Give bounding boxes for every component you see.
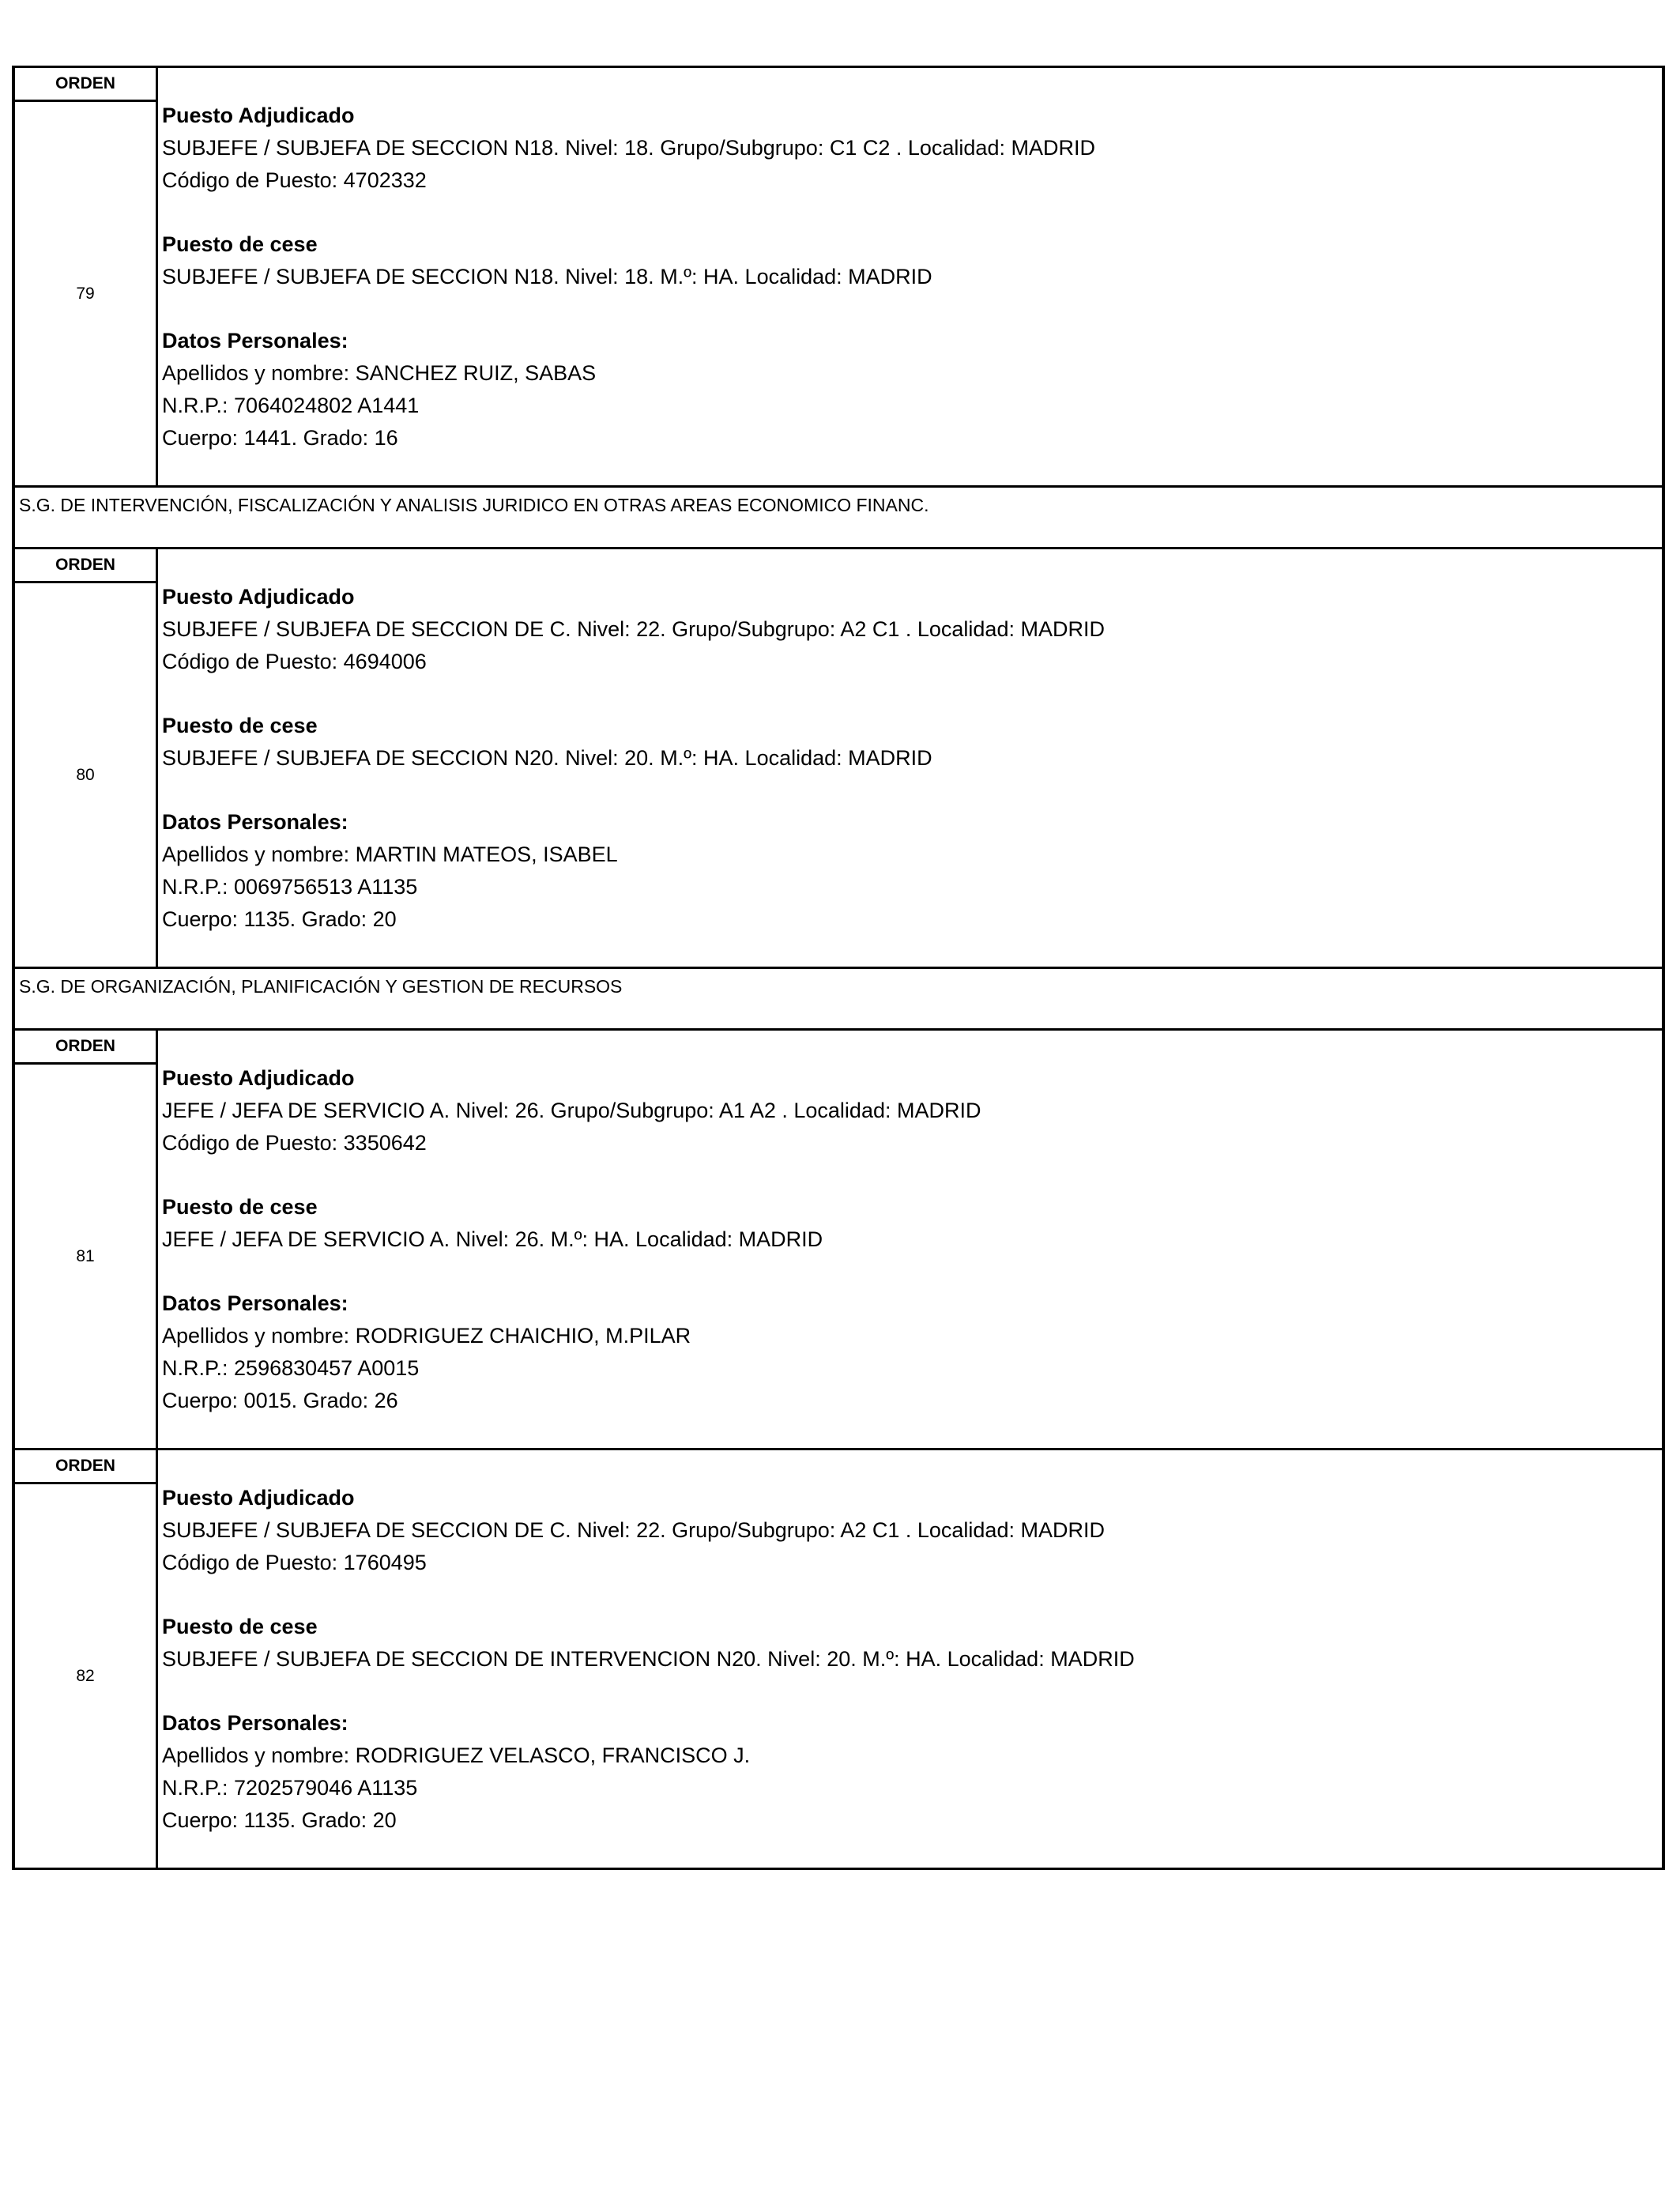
orden-number: 80 [76,765,95,784]
apellidos-nombre: Apellidos y nombre: SANCHEZ RUIZ, SABAS [162,361,597,385]
puesto-cese-label: Puesto de cese [162,714,318,737]
cuerpo-grado: Cuerpo: 1441. Grado: 16 [162,426,398,450]
puesto-adjudicado: SUBJEFE / SUBJEFA DE SECCION DE C. Nivel: 22. Grupo/Subgrupo: A2 C1 . Localidad: MADRID [162,617,1105,641]
datos-personales-label: Datos Personales: [162,810,348,834]
codigo-puesto: Código de Puesto: 4702332 [162,168,427,192]
orden-number: 79 [76,284,95,303]
codigo-puesto: Código de Puesto: 1760495 [162,1551,427,1574]
cuerpo-grado: Cuerpo: 1135. Grado: 20 [162,1808,397,1832]
codigo-puesto: Código de Puesto: 3350642 [162,1131,427,1155]
puesto-adjudicado-label: Puesto Adjudicado [162,104,355,127]
orden-column [15,68,158,485]
orden-header: ORDEN [15,549,156,583]
puesto-adjudicado: JEFE / JEFA DE SERVICIO A. Nivel: 26. Grupo/Subgrupo: A1 A2 . Localidad: MADRID [162,1099,981,1122]
puesto-cese-label: Puesto de cese [162,1615,318,1638]
orden-header: ORDEN [15,1031,156,1065]
orden-header: ORDEN [15,1450,156,1484]
nrp: N.R.P.: 7202579046 A1135 [162,1776,418,1800]
puesto-adjudicado: SUBJEFE / SUBJEFA DE SECCION N18. Nivel: 18. Grupo/Subgrupo: C1 C2 . Localidad: MADRID [162,136,1095,160]
apellidos-nombre: Apellidos y nombre: MARTIN MATEOS, ISABEL [162,843,618,866]
cuerpo-grado: Cuerpo: 1135. Grado: 20 [162,907,397,931]
orden-column [15,1450,158,1868]
record-details [158,1031,1662,1448]
nrp: N.R.P.: 0069756513 A1135 [162,875,418,899]
puesto-adjudicado-label: Puesto Adjudicado [162,1486,355,1510]
datos-personales-label: Datos Personales: [162,1291,348,1315]
orden-number: 82 [76,1666,95,1685]
nrp: N.R.P.: 2596830457 A0015 [162,1356,420,1380]
puesto-adjudicado-label: Puesto Adjudicado [162,1066,355,1090]
datos-personales-label: Datos Personales: [162,1711,348,1735]
record-81 [15,1031,1662,1450]
datos-personales-label: Datos Personales: [162,329,348,352]
nrp: N.R.P.: 7064024802 A1441 [162,394,420,417]
cuerpo-grado: Cuerpo: 0015. Grado: 26 [162,1389,398,1412]
record-82 [15,1450,1662,1870]
record-details [158,68,1662,485]
orden-header: ORDEN [15,68,156,102]
record-79 [15,68,1662,488]
document-table [12,66,1665,1870]
puesto-cese: SUBJEFE / SUBJEFA DE SECCION N20. Nivel: 20. M.º: HA. Localidad: MADRID [162,746,932,770]
puesto-adjudicado: SUBJEFE / SUBJEFA DE SECCION DE C. Nivel: 22. Grupo/Subgrupo: A2 C1 . Localidad: MADRID [162,1518,1105,1542]
puesto-adjudicado-label: Puesto Adjudicado [162,585,355,609]
puesto-cese: SUBJEFE / SUBJEFA DE SECCION DE INTERVENCION N20. Nivel: 20. M.º: HA. Localidad: MADRID [162,1647,1135,1671]
orden-column [15,549,158,967]
orden-number: 81 [76,1246,95,1265]
section-heading: S.G. DE INTERVENCIÓN, FISCALIZACIÓN Y ANALISIS JURIDICO EN OTRAS AREAS ECONOMICO FINANC. [15,488,1662,549]
puesto-cese: JEFE / JEFA DE SERVICIO A. Nivel: 26. M.º: HA. Localidad: MADRID [162,1227,823,1251]
puesto-cese: SUBJEFE / SUBJEFA DE SECCION N18. Nivel: 18. M.º: HA. Localidad: MADRID [162,265,932,288]
puesto-cese-label: Puesto de cese [162,1195,318,1219]
apellidos-nombre: Apellidos y nombre: RODRIGUEZ VELASCO, FRANCISCO J. [162,1744,751,1767]
codigo-puesto: Código de Puesto: 4694006 [162,650,427,673]
puesto-cese-label: Puesto de cese [162,232,318,256]
section-heading: S.G. DE ORGANIZACIÓN, PLANIFICACIÓN Y GESTION DE RECURSOS [15,969,1662,1031]
record-80 [15,549,1662,969]
apellidos-nombre: Apellidos y nombre: RODRIGUEZ CHAICHIO, M.PILAR [162,1324,691,1348]
record-details [158,549,1662,967]
orden-column [15,1031,158,1448]
record-details [158,1450,1662,1868]
